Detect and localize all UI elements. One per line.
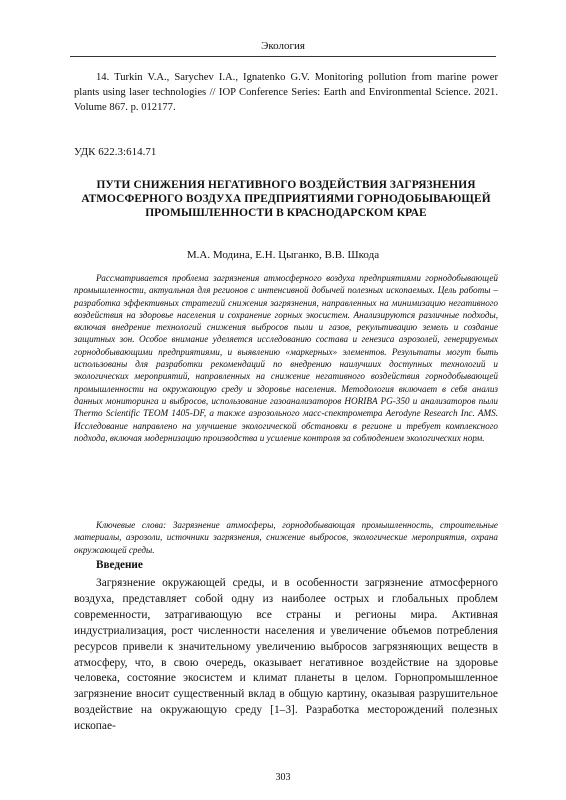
running-head: Экология [261, 40, 305, 52]
introduction-paragraph: Загрязнение окружающей среды, и в особенности загрязнение атмосферного воздуха, представляет собой одну из наиболее острых и глобальных проблем современности, затрагивающую все страны и регионы мира. Активная индустриализация, рост численности населения и увеличение объемов потребления ресурсов привели к значительному увеличению выбросов загрязняющих веществ в атмосферу, что, в свою очередь, оказывает негативное воздействие на здоровье человека, состояние экосистем и климат планеты в целом. Горнопромышленное загрязнение вносит существенный вклад в общую картину, оказывая разрушительное воздействие на окружающую среду [1–3]. Разработка месторождений полезных ископае- [74, 577, 498, 733]
article-title: ПУТИ СНИЖЕНИЯ НЕГАТИВНОГО ВОЗДЕЙСТВИЯ ЗАГРЯЗНЕНИЯ АТМОСФЕРНОГО ВОЗДУХА ПРЕДПРИЯТИЯМИ ГОРНОДОБЫВАЮЩЕЙ ПРОМЫШЛЕННОСТИ В КРАСНОДАРСКОМ КРАЕ [81, 179, 491, 219]
udc-code: УДК 622.3:614.71 [74, 146, 157, 158]
keywords: Ключевые слова: Загрязнение атмосферы, горнодобывающая промышленность, строительные материалы, аэрозоли, источники загрязнения, снижение выбросов, экологические мероприятия, охрана окружающей среды. [74, 520, 498, 555]
reference-entry: 14. Turkin V.A., Sarychev I.A., Ignatenko G.V. Monitoring pollution from marine power plants using laser technologies // IOP Conference Series: Earth and Environmental Science. 2021. Volume 867. p. 012177. [74, 72, 498, 113]
page-number: 303 [275, 772, 291, 783]
abstract: Рассматривается проблема загрязнения атмосферного воздуха предприятиями горнодобывающей промышленности, актуальная для регионов с интенсивной добычей полезных ископаемых. Цель работы – разработка эффективных стратегий снижения загрязнения, направленных на минимизацию негативного воздействия на здоровье населения и сохранение горных экосистем. Анализируются различные подходы, включая внедрение технологий снижения выбросов пыли и газов, рекультивацию земель и создание защитных зон. Особое внимание уделяется исследованию состава и генезиса аэрозолей, генерируемых горнодобывающими предприятиями, и выявлению «маркерных» элементов. Результаты могут быть использованы для разработки рекомендаций по внедрению наилучших доступных технологий и экологических мероприятий, направленных на снижение негативного воздействия горнодобывающей промышленности на окружающую среду и здоровье населения. Методология включает в себя анализ данных мониторинга и выбросов, использование газоанализаторов HORIBA PG-350 и анализаторов пыли Thermo Scientific TEOM 1405-DF, а также аэрозольного масс-спектрометра Aerodyne Research Inc. AMS. Исследование направлено на улучшение экологической обстановки в регионе и требует комплексного подхода, включая модернизацию производства и усиление контроля за соблюдением экологических норм. [74, 273, 498, 443]
authors: М.А. Модина, Е.Н. Цыганко, В.В. Шкода [186, 249, 380, 261]
section-heading-introduction: Введение [96, 559, 143, 571]
header-divider [70, 56, 496, 57]
